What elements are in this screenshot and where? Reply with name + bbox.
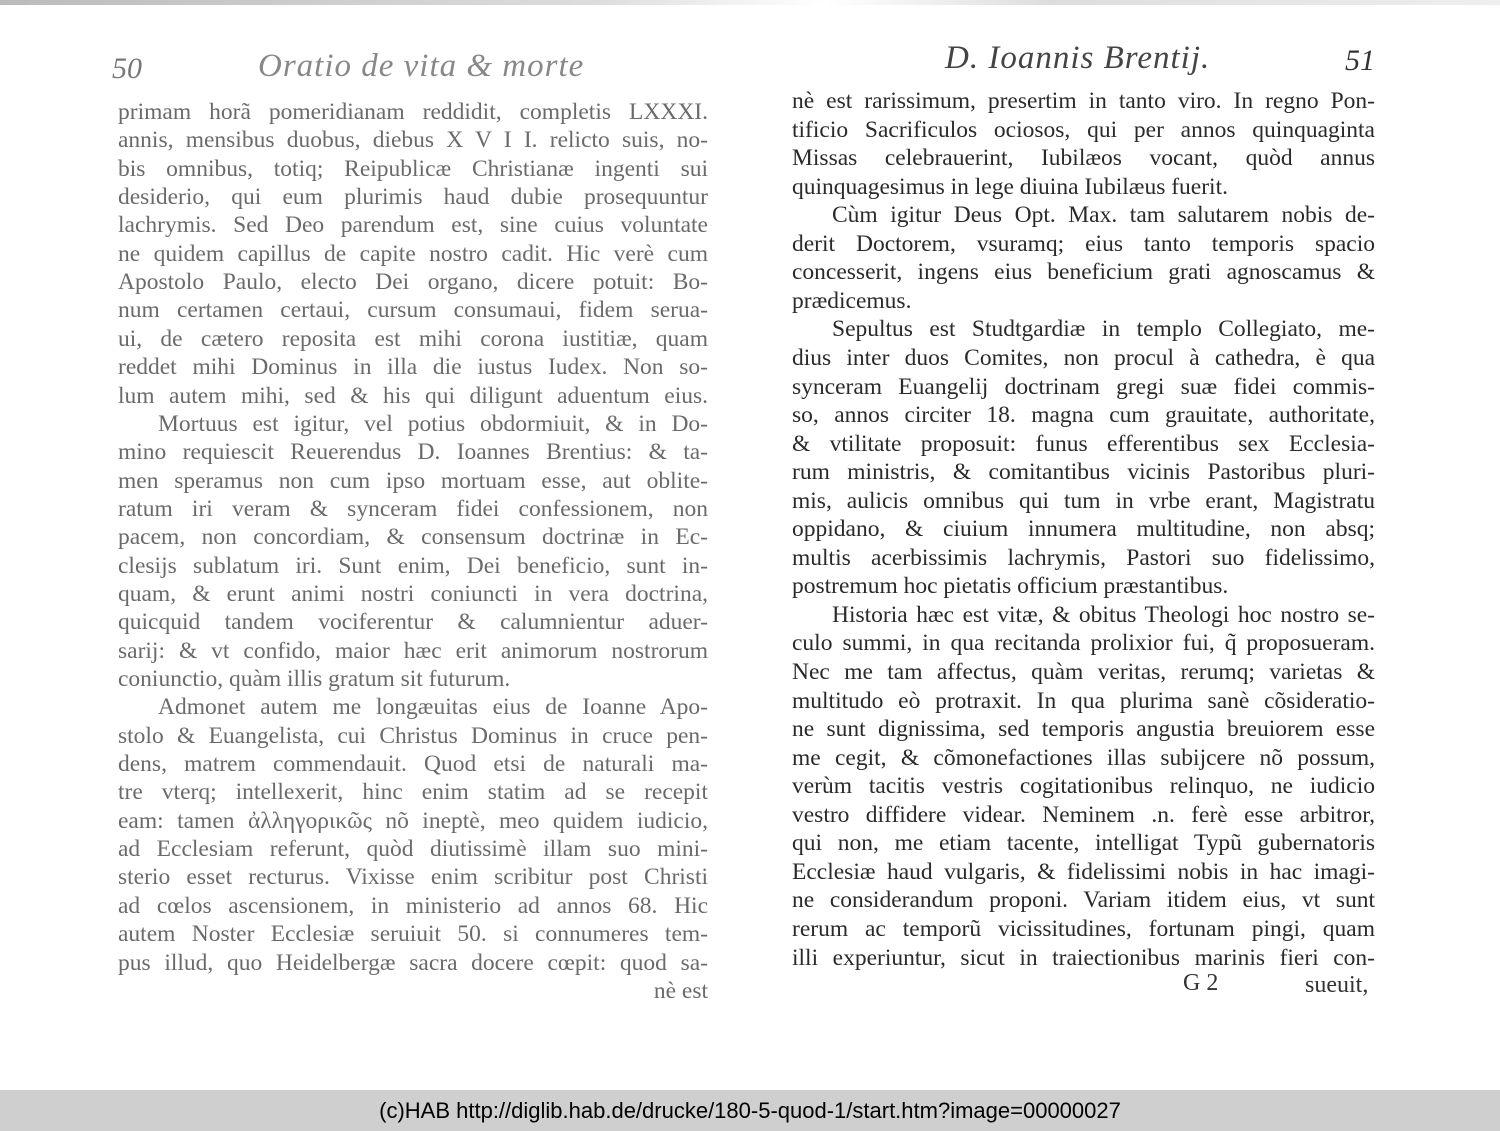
text-line: Nec me tam affectus, quàm veritas, rerumq; varietas & (792, 659, 1375, 685)
text-line: tificio Sacrificulos ociosos, qui per annos quinquaginta (792, 116, 1375, 143)
text-line: qui non, me etiam tacente, intelligat Typũ gubernatoris (792, 830, 1375, 857)
text-line: clesijs sublatum iri. Sunt enim, Dei beneficio, sunt in- (118, 552, 708, 579)
text-line: coniunctio, quàm illis gratum sit futurum. (118, 666, 511, 692)
signature-mark: G 2 (1183, 970, 1219, 996)
text-line: sarij: & vt confido, maior hæc erit animorum nostrorum (118, 637, 708, 664)
text-line: mino requiescit Reuerendus D. Ioannes Brentius: & ta- (118, 439, 708, 466)
text-line: eam: tamen ἀλληγορικῶς nõ ineptè, meo quidem iudicio, (118, 807, 708, 834)
running-head: Oratio de vita & morte (258, 48, 585, 84)
text-line: verùm tacitis vestris cogitationibus relinquo, ne iudicio (792, 773, 1375, 800)
text-line: pus illud, quo Heidelbergæ sacra docere cœpit: quod sa- (118, 949, 708, 976)
text-line: ne quidem capillus de capite nostro cadit. Hic verè cum (118, 240, 708, 267)
text-line: multitudo eò protraxit. In qua plurima sanè cõsideratio- (792, 687, 1375, 714)
text-line: tre vterq; intellexerit, hinc enim statim ad se recepit (118, 779, 708, 806)
text-line: autem Noster Ecclesiæ seruiuit 50. si connumeres tem- (118, 921, 708, 948)
text-line: rum ministris, & comitantibus vicinis Pastoribus pluri- (792, 459, 1375, 486)
text-line: rerum ac temporũ vicissitudines, fortunam pingi, quam (792, 915, 1375, 942)
text-line: me cegit, & cõmonefactiones illas subijcere nõ possum, (792, 744, 1375, 771)
text-line: ad cœlos ascensionem, in ministerio ad annos 68. Hic (118, 892, 708, 919)
text-line: culo summi, in qua recitanda prolixior fui, q̃ proposueram. (792, 630, 1375, 657)
text-line: lachrymis. Sed Deo parendum est, sine cuius voluntate (118, 212, 708, 239)
text-line: Admonet autem me longæuitas eius de Ioanne Apo- (158, 694, 708, 721)
text-line: annis, mensibus duobus, diebus X V I I. relicto suis, no- (118, 127, 708, 154)
text-line: derit Doctorem, vsuramq; eius tanto temporis spacio (792, 230, 1375, 257)
text-line: oppidano, & ciuium innumera multitudine, non absq; (792, 516, 1375, 543)
text-line: Mortuus est igitur, vel potius obdormiuit, & in Do- (158, 410, 708, 437)
text-line: Apostolo Paulo, electo Dei organo, dicere potuit: Bo- (118, 269, 708, 296)
text-line: ne sunt dignissima, sed temporis angustia breuiorem esse (792, 716, 1375, 743)
text-line: bis omnibus, totiq; Reipublicæ Christianæ ingenti sui (118, 155, 708, 182)
text-line: quam, & erunt animi nostri coniuncti in vera doctrina, (118, 580, 708, 607)
text-line: num certamen certaui, cursum consumaui, fidem serua- (118, 297, 708, 324)
text-line: mis, aulicis omnibus qui tum in vrbe erant, Magistratu (792, 487, 1375, 514)
text-line: quicquid tandem vociferentur & calumnientur aduer- (118, 609, 708, 636)
text-line: nè est (653, 977, 708, 1004)
text-line: so, annos circiter 18. magna cum grauitate, authoritate, (792, 402, 1375, 429)
text-line: Missas celebrauerint, Iubilæos vocant, quòd annus (792, 145, 1375, 172)
text-line: pacem, non concordiam, & consensum doctrinæ in Ec- (118, 524, 708, 551)
text-line: illi experiuntur, sicut in traiectionibus marinis fieri con- (792, 944, 1375, 971)
footer-credit[interactable]: (c)HAB http://diglib.hab.de/drucke/180-5-quod-1/start.htm?image=00000027 (0, 1090, 1500, 1131)
text-line: dius inter duos Comites, non procul à cathedra, è qua (792, 344, 1375, 371)
text-line: ui, de cætero reposita est mihi corona iustitiæ, quam (118, 325, 708, 352)
text-line: ratum iri veram & synceram fidei confessionem, non (118, 495, 708, 522)
catchword: sueuit, (1305, 972, 1369, 998)
text-line: desiderio, qui eum plurimis haud dubie prosequuntur (118, 184, 708, 211)
text-line: multis acerbissimis lachrymis, Pastori suo fidelissimo, (792, 544, 1375, 571)
text-line: dens, matrem commendauit. Quod etsi de naturali ma- (118, 751, 708, 778)
text-line: quinquagesimus in lege diuina Iubilæus fuerit. (792, 173, 1228, 200)
text-line: & vtilitate proposuit: funus efferentibus sex Ecclesia- (792, 430, 1375, 457)
text-line: nè est rarissimum, presertim in tanto viro. In regno Pon- (792, 88, 1375, 114)
page-number: 51 (1345, 44, 1375, 77)
page-number: 50 (112, 52, 142, 85)
text-line: ad Ecclesiam referunt, quòd diutissimè illam suo mini- (118, 836, 708, 863)
text-line: men speramus non cum ipso mortuam esse, aut oblite- (118, 467, 708, 494)
text-line: postremum hoc pietatis officium præstantibus. (792, 573, 1229, 600)
text-line: sterio esset recturus. Vixisse enim scribitur post Christi (118, 864, 708, 891)
text-line: Cùm igitur Deus Opt. Max. tam salutarem nobis de- (832, 202, 1375, 229)
text-line: stolo & Euangelista, cui Christus Dominus in cruce pen- (118, 722, 708, 749)
text-line: prædicemus. (792, 287, 912, 314)
text-line: primam horã pomeridianam reddidit, completis LXXXI. (118, 99, 708, 125)
scan-edge (0, 0, 1500, 5)
running-head: D. Ioannis Brentij. (945, 40, 1211, 76)
text-line: Ecclesiæ haud vulgaris, & fidelissimi nobis in hac imagi- (792, 858, 1375, 885)
text-line: lum autem mihi, sed & his qui diligunt aduentum eius. (118, 382, 708, 409)
text-line: ne considerandum proponi. Variam itidem eius, vt sunt (792, 887, 1375, 914)
text-line: Historia hæc est vitæ, & obitus Theologi hoc nostro se- (832, 601, 1375, 628)
text-line: concesserit, ingens eius beneficium grati agnoscamus & (792, 259, 1375, 286)
text-line: reddet mihi Dominus in illa die iustus Iudex. Non so- (118, 354, 708, 381)
text-line: vestro diffidere videar. Neminem .n. ferè esse arbitror, (792, 801, 1375, 828)
text-line: Sepultus est Studtgardiæ in templo Collegiato, me- (832, 316, 1375, 343)
text-line: synceram Euangelij doctrinam gregi suæ fidei commis- (792, 373, 1375, 400)
